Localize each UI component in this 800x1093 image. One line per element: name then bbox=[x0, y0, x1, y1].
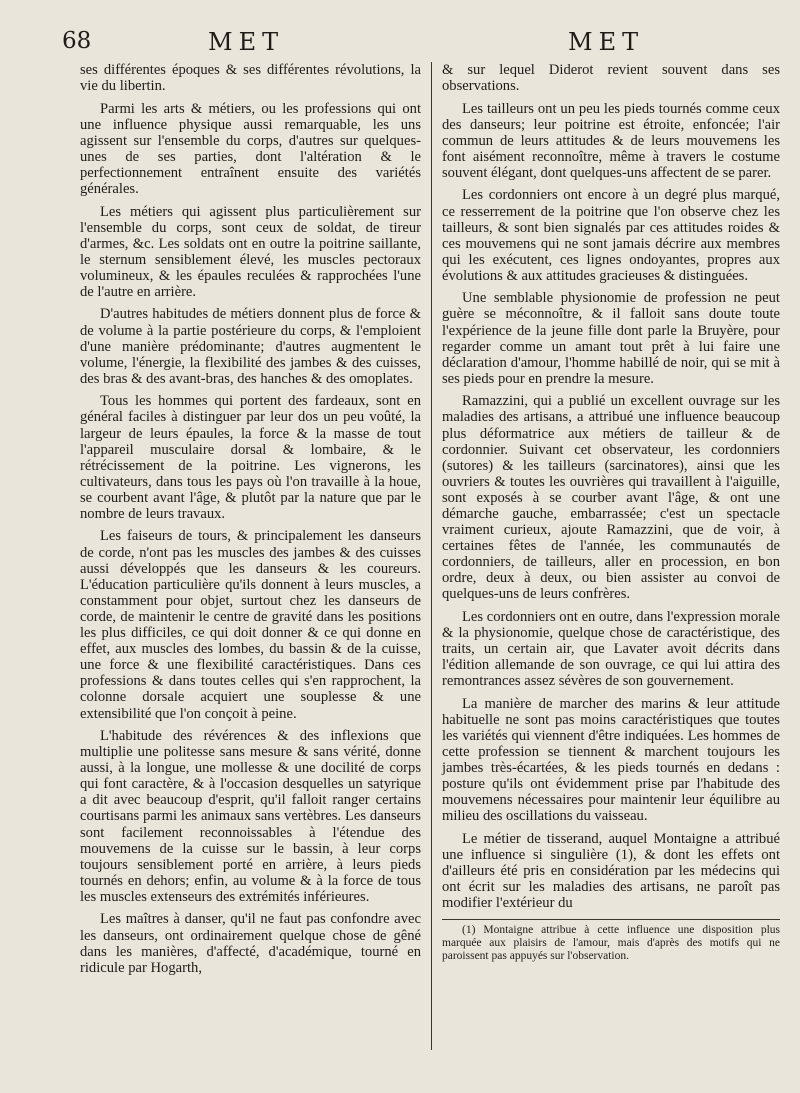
paragraph: L'habitude des révérences & des inflexions que multiplie une politesse sans mesure & sans vérité, donne aussi, à la longue, une mollesse & une docilité de corps qui font caractère, & à l'occasion desquelles un satyrique a dit avec beaucoup d'esprit, qu'il falloit ranger certains courtisans parmi les animaux sans vertèbres. Les danseurs sont facilement reconnoissables à l'étendue des mouvemens de la cuisse sur le bassin, à leur corps toujours sensiblement porté en arrière, à leurs pieds tournés en dehors; enfin, au volume & à la force de tous les muscles extenseurs des extrémités inférieures. bbox=[80, 728, 421, 905]
footnote: (1) Montaigne attribue à cette influence une disposition plus marquée aux plaisirs de l'amour, mais d'après des motifs qui ne paroissent pas appuyés sur l'observation. bbox=[442, 924, 780, 963]
paragraph: Les cordonniers ont en outre, dans l'expression morale & la physionomie, quelque chose de caractéristique, des traits, un certain air, que Lavater avoit décrits dans l'édition allemande de son ouvrage, ce qui lui attira des remontrances assez sévères de son gouvernement. bbox=[442, 608, 780, 690]
paragraph: Les métiers qui agissent plus particulièrement sur l'ensemble du corps, sont ceux de soldat, de tireur d'armes, &c. Les soldats ont en outre la poitrine saillante, le sternum sensiblement élevé, les muscles pectoraux volumineux, & les épaules reculées & rapprochées l'une de l'autre en arrière. bbox=[80, 203, 421, 300]
column-divider bbox=[431, 62, 432, 1050]
paragraph: & sur lequel Diderot revient souvent dans ses observations. bbox=[442, 62, 780, 95]
paragraph: Les cordonniers ont encore à un degré plus marqué, ce resserrement de la poitrine que l'on observe chez les tailleurs, & sont bien signalés par ces attitudes roides & ces mouvemens qui ne sont jamais décrire aux membres qui les exécutent, ces lignes ondoyantes, propres aux évolutions & aux attitudes gracieuses & distinguées. bbox=[442, 187, 780, 284]
paragraph: Tous les hommes qui portent des fardeaux, sont en général faciles à distinguer par leur dos un peu voûté, la largeur de leurs épaules, la force & la masse de tout l'appareil musculaire dorsal & lombaire, & le rétrécissement de la poitrine. Les vignerons, les cultivateurs, dans tous les pays où l'on travaille à la houe, se courbent avant l'âge, & plutôt par la nature que par le nombre de leurs travaux. bbox=[80, 393, 421, 522]
paragraph: Le métier de tisserand, auquel Montaigne a attribué une influence si singulière (1), & dont les effets ont d'ailleurs été pris en considération par les médecins qui ont écrit sur les maladies des artisans, ne paroît pas modifier l'extérieur du bbox=[442, 830, 780, 912]
paragraph: Parmi les arts & métiers, ou les professions qui ont une influence physique aussi remarquable, les uns agissent sur l'ensemble du corps, d'autres sur quelques-unes de ses parties, dont l'altération & le perfectionnement entraînent ensuite des variétés générales. bbox=[80, 100, 421, 198]
footnote-rule bbox=[442, 919, 780, 920]
paragraph: La manière de marcher des marins & leur attitude habituelle ne sont pas moins caractéristiques que toutes les variétés qui viennent d'être indiquées. Les hommes de cette profession se tiennent & marchent toujours les jambes très-écartées, & les pieds tournés en dedans : posture qu'ils ont évidemment prise par l'habitude des mouvemens nécessaires pour maintenir leur équilibre au milieu des oscillations du vaisseau. bbox=[442, 695, 780, 825]
paragraph: Les maîtres à danser, qu'il ne faut pas confondre avec les danseurs, ont ordinairement quelque chose de gêné dans les manières, d'affecté, d'académique, tourné en ridicule par Hogarth, bbox=[80, 911, 421, 976]
right-column bbox=[442, 62, 780, 970]
paragraph: D'autres habitudes de métiers donnent plus de force & de volume à la partie postérieure du corps, & l'emploient d'une manière prédominante; d'autres augmentent le volume, l'énergie, la flexibilité des jambes & des cuisses, des bras & des avant-bras, des hanches & des omoplates. bbox=[80, 306, 421, 387]
paragraph: Ramazzini, qui a publié un excellent ouvrage sur les maladies des artisans, a attribué une influence beaucoup plus déformatrice aux métiers de tailleur & de cordonnier. Suivant cet observateur, les cordonniers (sutores) & les tailleurs (sarcinatores), ainsi que les ouvriers & toutes les ouvrières qui travaillent à l'aiguille, sont exposés à se courber avant l'âge, & ont une démarche gauche, embarrassée; c'est un spectacle vraiment curieux, ajoute Ramazzini, que de voir, à certaines fêtes de l'année, les communautés de cordonniers, de tailleurs, aller en procession, en bon ordre, deux à deux, ou bien assister au convoi de quelques-uns de leurs confrères. bbox=[442, 393, 780, 603]
paragraph: Une semblable physionomie de profession ne peut guère se méconnoître, & il falloit sans doute toute l'expérience de la jeune fille dont parle la Bruyère, pour regarder comme un amant tout prêt à lui faire une déclaration d'amour, l'homme habillé de noir, qui se mit à ses pieds pour en prendre la mesure. bbox=[442, 290, 780, 387]
running-title-left: MET bbox=[208, 28, 285, 56]
running-title-right: MET bbox=[568, 28, 645, 56]
paragraph: ses différentes époques & ses différentes révolutions, la vie du libertin. bbox=[80, 62, 421, 95]
paragraph: Les tailleurs ont un peu les pieds tournés comme ceux des danseurs; leur poitrine est étroite, enfoncée; l'air commun de leurs attitudes & de leurs mouvemens les font aisément reconnoître, même à travers le costume souvent élégant, dont quelques-uns affectent de se parer. bbox=[442, 100, 780, 181]
paragraph: Les faiseurs de tours, & principalement les danseurs de corde, n'ont pas les muscles des jambes & des cuisses aussi développés que les danseurs & les coureurs. L'éducation particulière qu'ils donnent à leurs muscles, a constamment pour objet, surtout chez les danseurs de corde, de maintenir le centre de gravité dans les positions les plus difficiles, ce qui doit donner & ce qui donne en effet, aux muscles des lombes, du bassin & de la cuisse, une force & une flexibilité caractéristiques. Dans ces professions & dans toutes celles qui s'en rapprochent, la colonne dorsale acquiert une souplesse & une extensibilité que l'on conçoit à peine. bbox=[80, 528, 421, 722]
page-number: 68 bbox=[62, 28, 92, 54]
left-column bbox=[80, 62, 421, 982]
running-header bbox=[0, 22, 800, 62]
